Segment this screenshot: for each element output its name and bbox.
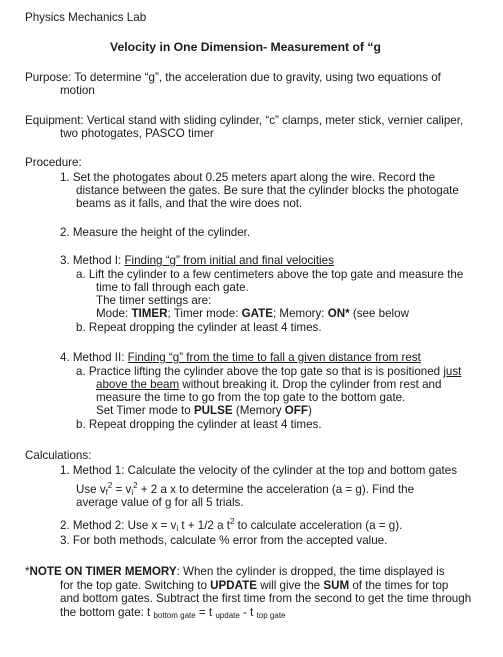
step-1-line-2: distance between the gates. Be sure that the cylinder blocks the photogate <box>76 184 459 197</box>
step-3b: b. Repeat dropping the cylinder at least 4 times. <box>76 321 322 334</box>
timer-mode-label: ; Timer mode: <box>167 307 242 320</box>
calc-2 <box>60 515 402 535</box>
note-line-2 <box>60 579 448 592</box>
close-paren: ) <box>307 404 312 417</box>
step-4a-line-4 <box>96 404 312 417</box>
pulse-value: PULSE <box>193 404 233 417</box>
note-text-4: of the times for top <box>349 579 449 592</box>
pulse-setting-label: Set Timer mode to <box>96 404 194 417</box>
step-1-line-1: 1. Set the photogates about 0.25 meters apart along the wire. Record the <box>60 171 436 184</box>
purpose-line-2: motion <box>60 84 95 97</box>
purpose-line-1 <box>25 71 441 84</box>
step-4a-line-2 <box>96 378 441 391</box>
memory-value: ON* <box>327 307 350 320</box>
step-4a-emphasis-1: just <box>443 365 462 378</box>
mode-value: TIMER <box>131 307 168 320</box>
note-text-2: for the top gate. Switching to <box>60 579 211 592</box>
page-title: Velocity in One Dimension- Measurement of “g <box>110 40 381 54</box>
calculations-label: Calculations: <box>25 449 92 462</box>
procedure-label: Procedure: <box>25 156 82 169</box>
step-4a-text-1: a. Practice lifting the cylinder above the top gate so that is is positioned <box>76 365 444 378</box>
superscript-2b: 2 <box>133 481 138 490</box>
see-below-text: (see below <box>349 307 409 320</box>
subscript-top-gate: top gate <box>256 611 286 620</box>
sum-word: SUM <box>323 579 350 592</box>
memory-off-value: OFF <box>284 404 308 417</box>
memory-label-2: (Memory <box>232 404 285 417</box>
note-formula-equals: = t <box>195 606 216 619</box>
note-text-3: will give the <box>256 579 324 592</box>
calc-1-use-vf: Use v <box>76 483 106 496</box>
superscript-2: 2 <box>107 481 113 490</box>
step-3a-line-2: time to fall through each gate. <box>96 281 249 294</box>
calc-1-rest: + 2 a x to determine the acceleration (a = g). Find the <box>137 483 415 496</box>
step-3-heading <box>60 254 334 267</box>
step-3-title: Finding “g” from initial and final velocities <box>124 254 334 267</box>
note-line-4 <box>60 606 286 622</box>
step-4-prefix: 4. Method II: <box>60 351 128 364</box>
purpose-text: To determine “g”, the acceleration due to gravity, using two equations of <box>74 71 441 84</box>
note-formula-start: the bottom gate: t <box>60 606 154 619</box>
note-star: * <box>25 565 30 578</box>
calc-3: 3. For both methods, calculate % error from the accepted value. <box>60 534 388 547</box>
calc-2-rest: to calculate acceleration (a = g). <box>234 519 403 532</box>
step-3-prefix: 3. Method I: <box>60 254 125 267</box>
step-4-title: Finding “g” from the time to fall a given distance from rest <box>127 351 421 364</box>
memory-label: ; Memory: <box>272 307 328 320</box>
equipment-line-2: two photogates, PASCO timer <box>60 127 214 140</box>
timer-mode-value: GATE <box>241 307 273 320</box>
note-text-1: : When the cylinder is dropped, the time displayed is <box>176 565 445 578</box>
step-1-line-3: beams as it falls, and that the wire does not. <box>76 197 303 210</box>
calc-1-line-3: average value of g for all 5 trials. <box>76 496 244 509</box>
step-4a-text-2: without breaking it. Drop the cylinder from rest and <box>179 378 442 391</box>
calc-1-equals-vi: = v <box>112 483 132 496</box>
calc-1-line-1: 1. Method 1: Calculate the velocity of the cylinder at the top and bottom gates <box>60 464 458 477</box>
note-line-3: and bottom gates. Subtract the first time from the second to get the time through <box>60 592 472 605</box>
subscript-bottom-gate: bottom gate <box>153 611 196 620</box>
calc-2-use: 2. Method 2: Use x = v <box>60 519 177 532</box>
lab-header: Physics Mechanics Lab <box>25 11 147 24</box>
step-4b: b. Repeat dropping the cylinder at least 4 times. <box>76 418 322 431</box>
timer-settings-line <box>96 307 409 320</box>
note-formula-minus: - t <box>239 606 257 619</box>
step-3a-line-3: The timer settings are: <box>96 294 212 307</box>
subscript-i-2: i <box>176 524 179 533</box>
step-4-heading <box>60 351 421 364</box>
step-3a-line-1: a. Lift the cylinder to a few centimeters above the top gate and measure the <box>76 268 464 281</box>
equipment-line-1: Equipment: Vertical stand with sliding cylinder, “c” clamps, meter stick, vernier caliper, <box>25 114 464 127</box>
superscript-2c: 2 <box>230 517 235 526</box>
subscript-update: update <box>215 611 240 620</box>
step-4a-line-3: measure the time to go from the top gate to the bottom gate. <box>96 391 406 404</box>
note-line-1 <box>25 565 445 578</box>
purpose-label: Purpose: <box>25 71 72 84</box>
mode-label: Mode: <box>96 307 132 320</box>
step-2: 2. Measure the height of the cylinder. <box>60 226 251 239</box>
subscript-i: i <box>131 488 134 497</box>
step-4a-line-1 <box>76 365 461 378</box>
note-heading: NOTE ON TIMER MEMORY <box>29 565 177 578</box>
subscript-f: f <box>105 488 108 497</box>
calc-2-middle: t + 1/2 a t <box>178 519 230 532</box>
step-4a-emphasis-2: above the beam <box>96 378 180 391</box>
update-word: UPDATE <box>210 579 257 592</box>
